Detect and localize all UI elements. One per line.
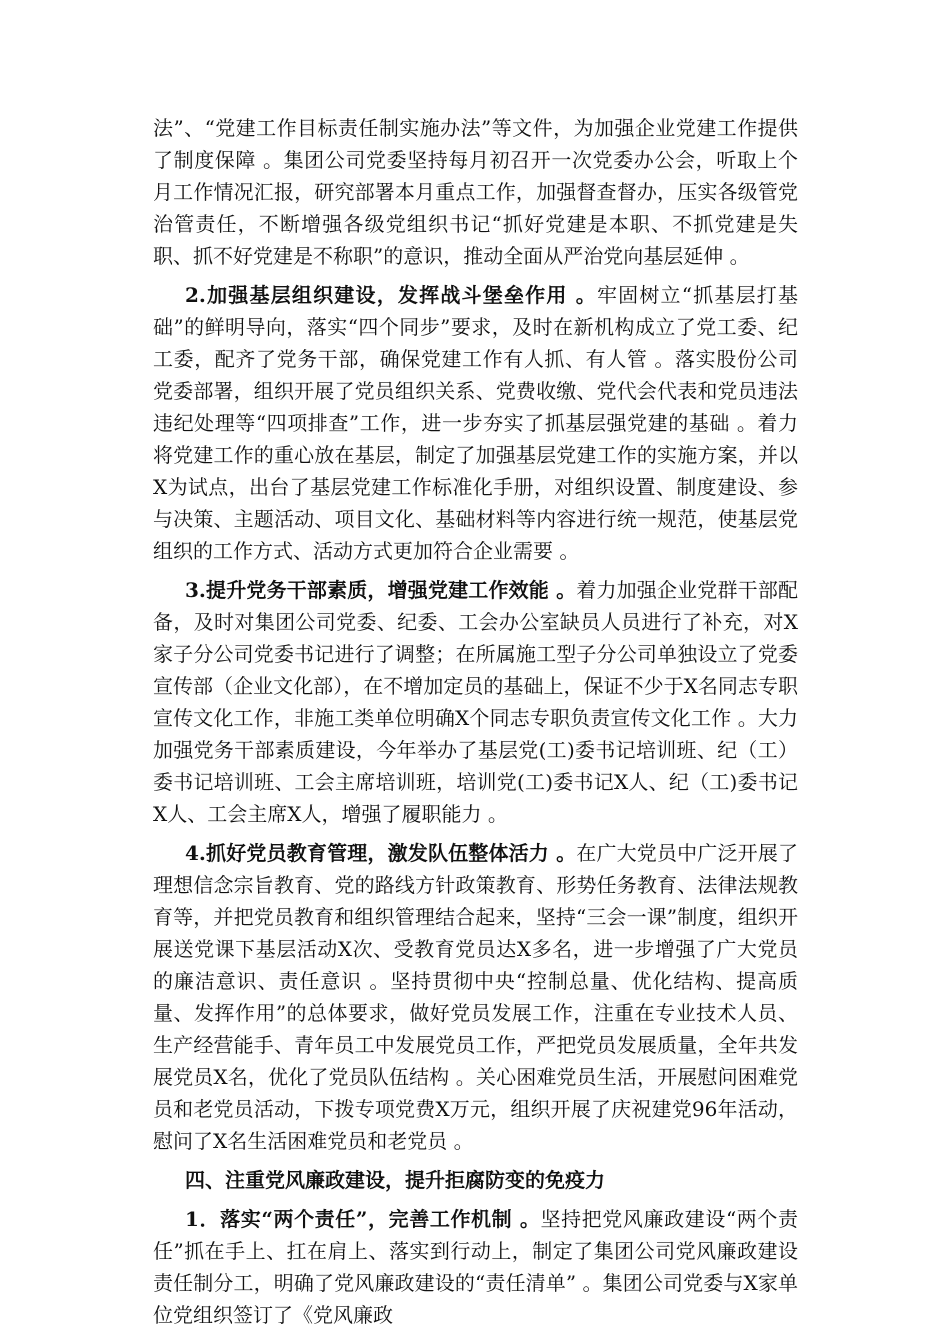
paragraph-2	[153, 279, 798, 567]
document-page	[153, 112, 798, 1338]
paragraph-body: 坚持把党风廉政建设“两个责任”抓在手上、扛在肩上、落实到行动上，制定了集团公司党风廉政建设责任制分工，明确了党风廉政建设的“责任清单” 。集团公司党委与X家单位党组织签订了《党风廉政	[153, 1207, 798, 1327]
paragraph-continuation	[153, 112, 798, 272]
paragraph-section4-1	[153, 1203, 798, 1331]
paragraph-body: 牢固树立“抓基层打基础”的鲜明导向，落实“四个同步”要求，及时在新机构成立了党工委、纪工委，配齐了党务干部，确保党建工作有人抓、有人管 。落实股份公司党委部署，组织开展了党员组织关系、党费收缴、党代会代表和党员违法违纪处理等“四项排查”工作，进一步夯实了抓基层强党建的基础 。着力将党建工作的重心放在基层，制定了加强基层党建工作的实施方案，并以X为试点，出台了基层党建工作标准化手册，对组织设置、制度建设、参与决策、主题活动、项目文化、基础材料等内容进行统一规范，使基层党组织的工作方式、活动方式更加符合企业需要 。	[153, 283, 798, 563]
paragraph-4	[153, 837, 798, 1157]
paragraph-lead: 3.提升党务干部素质，增强党建工作效能 。	[185, 578, 577, 602]
paragraph-lead: 2.加强基层组织建设，发挥战斗堡垒作用 。	[185, 283, 597, 307]
paragraph-lead: 1．落实“两个责任”，完善工作机制 。	[185, 1207, 541, 1231]
paragraph-3	[153, 574, 798, 830]
paragraph-lead: 4.抓好党员教育管理，激发队伍整体活力 。	[185, 841, 577, 865]
paragraph-body: 着力加强企业党群干部配备，及时对集团公司党委、纪委、工会办公室缺员人员进行了补充，对X家子分公司党委书记进行了调整；在所属施工型子分公司单独设立了党委宣传部（企业文化部），在不增加定员的基础上，保证不少于X名同志专职宣传文化工作，非施工类单位明确X个同志专职负责宣传文化工作 。大力加强党务干部素质建设，今年举办了基层党(工)委书记培训班、纪（工）委书记培训班、工会主席培训班，培训党(工)委书记X人、纪（工)委书记X人、工会主席X人，增强了履职能力 。	[153, 578, 798, 826]
section-heading: 四、注重党风廉政建设，提升拒腐防变的免疫力	[185, 1168, 605, 1192]
paragraph-body: 法”、“党建工作目标责任制实施办法”等文件，为加强企业党建工作提供了制度保障 。集团公司党委坚持每月初召开一次党委办公会，听取上个月工作情况汇报，研究部署本月重点工作，加强督查督办，压实各级管党治管责任，不断增强各级党组织书记“抓好党建是本职、不抓党建是失职、抓不好党建是不称职”的意识，推动全面从严治党向基层延伸 。	[153, 116, 798, 268]
paragraph-body: 在广大党员中广泛开展了理想信念宗旨教育、党的路线方针政策教育、形势任务教育、法律法规教育等，并把党员教育和组织管理结合起来，坚持“三会一课”制度，组织开展送党课下基层活动X次、受教育党员达X多名，进一步增强了广大党员的廉洁意识、责任意识 。坚持贯彻中央“控制总量、优化结构、提高质量、发挥作用”的总体要求，做好党员发展工作，注重在专业技术人员、生产经营能手、青年员工中发展党员工作，严把党员发展质量，全年共发展党员X名，优化了党员队伍结构 。关心困难党员生活，开展慰问困难党员和老党员活动，下拨专项党费X万元，组织开展了庆祝建党96年活动，慰问了X名生活困难党员和老党员 。	[153, 841, 798, 1153]
